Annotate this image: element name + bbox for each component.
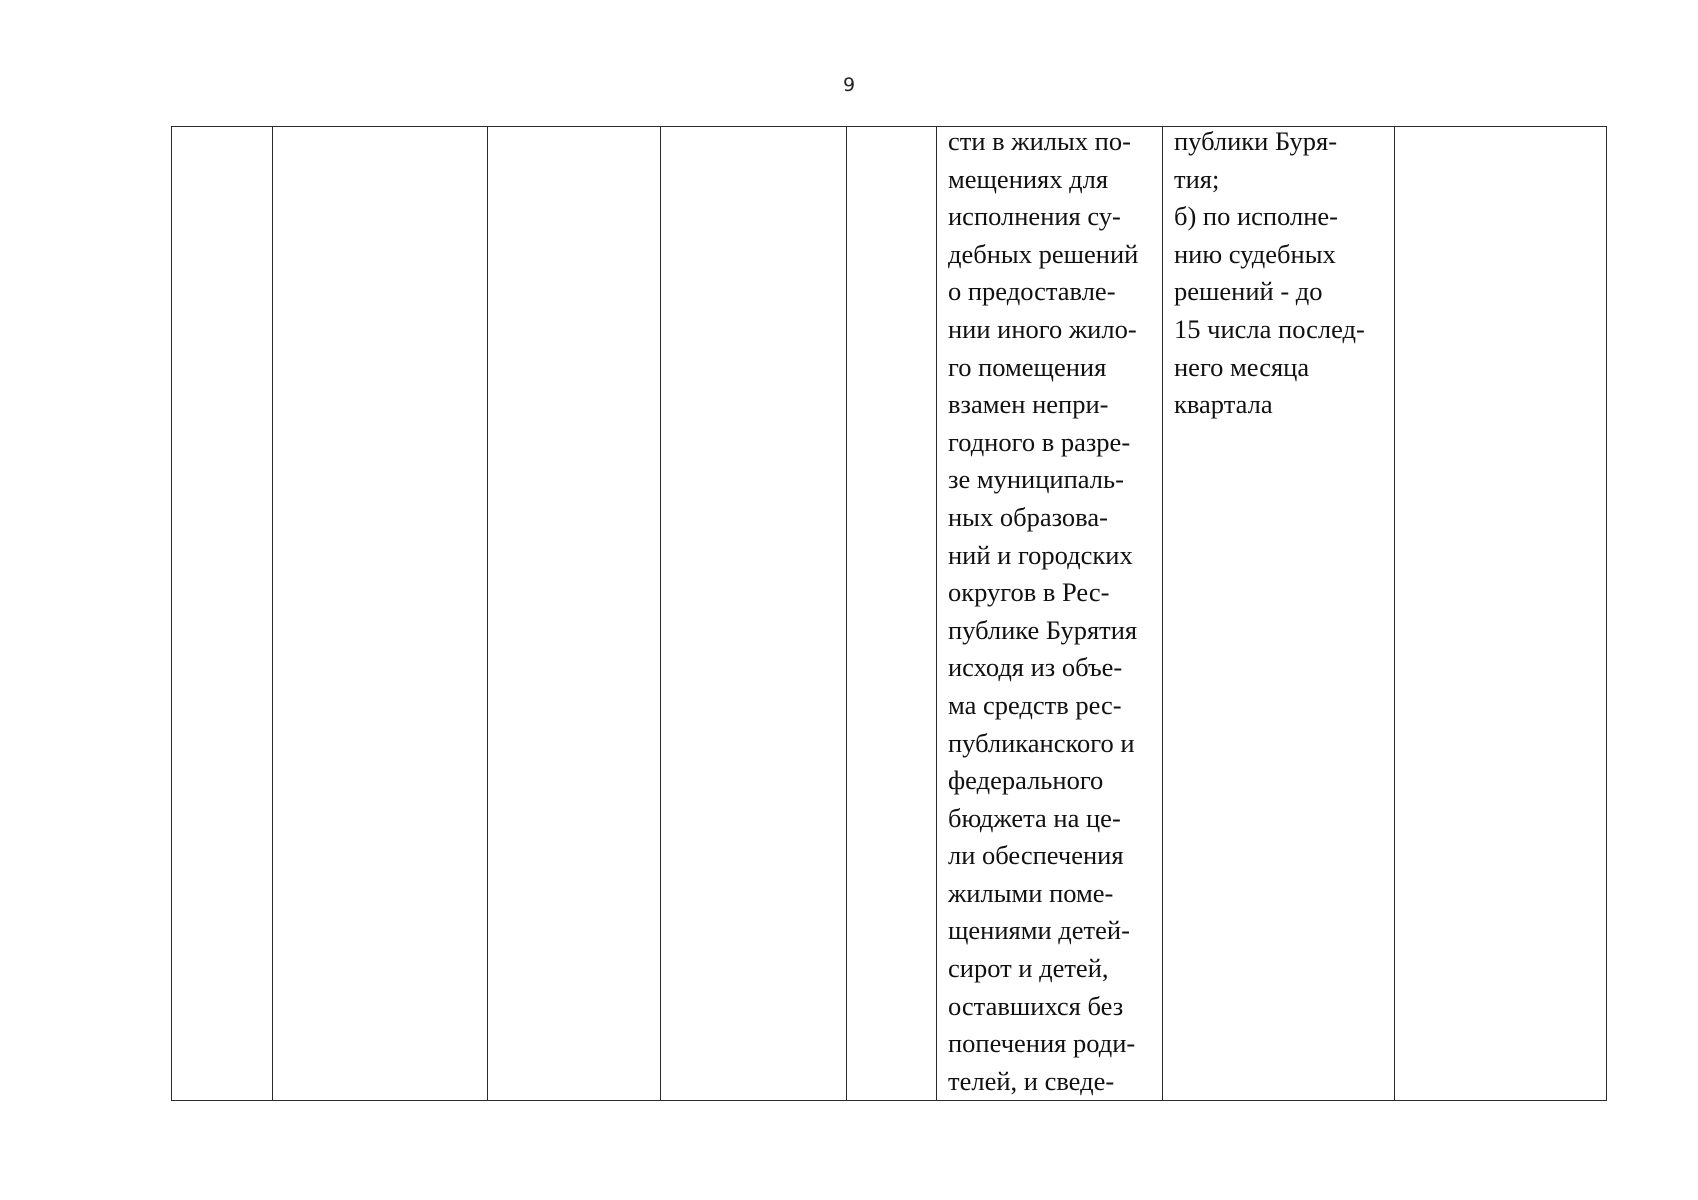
text-line: исполнения су- xyxy=(948,201,1121,232)
text-line: публики Буря- xyxy=(1174,126,1338,156)
text-line: квартала xyxy=(1174,389,1273,420)
text-line: взамен непри- xyxy=(948,389,1109,420)
table-cell-col8 xyxy=(1395,127,1607,1101)
text-line: 15 числа послед- xyxy=(1174,313,1365,344)
document-table xyxy=(171,126,1607,1101)
text-line: исходя из объе- xyxy=(948,652,1123,683)
text-line: решений - до xyxy=(1174,276,1323,307)
text-line: б) по исполне- xyxy=(1174,201,1339,232)
text-line: щениями детей- xyxy=(948,915,1130,946)
text-line: зе муниципаль- xyxy=(948,464,1124,495)
text-line: жилыми поме- xyxy=(948,877,1114,908)
text-line: о предоставле- xyxy=(948,276,1116,307)
text-line: публиканского и xyxy=(948,727,1135,758)
text-line: попечения роди- xyxy=(948,1028,1136,1059)
table-cell-col5 xyxy=(847,127,937,1101)
column7-text xyxy=(1163,123,1394,424)
text-line: сти в жилых по- xyxy=(948,126,1131,156)
text-line: округов в Рес- xyxy=(948,577,1110,608)
page-number: 9 xyxy=(842,74,856,96)
text-line: нии иного жило- xyxy=(948,313,1137,344)
text-line: ли обеспечения xyxy=(948,840,1124,871)
text-line: федерального xyxy=(948,765,1104,796)
text-line: публике Бурятия xyxy=(948,614,1138,645)
text-line: годного в разре- xyxy=(948,426,1131,457)
text-line: бюджета на це- xyxy=(948,802,1121,833)
table-cell-col7 xyxy=(1163,127,1395,1101)
text-line: ний и городских xyxy=(948,539,1133,570)
table-cell-col4 xyxy=(661,127,847,1101)
column6-text xyxy=(937,123,1162,1100)
text-line: ма средств рес- xyxy=(948,689,1122,720)
text-line: телей, и сведе- xyxy=(948,1065,1115,1096)
text-line: него месяца xyxy=(1174,351,1310,382)
text-line: дебных решений xyxy=(948,238,1139,269)
table-row xyxy=(172,127,1607,1101)
table-cell-col6 xyxy=(937,127,1163,1101)
table-cell-col2 xyxy=(273,127,488,1101)
text-line: нию судебных xyxy=(1174,238,1336,269)
text-line: тия; xyxy=(1174,163,1220,194)
table-cell-col1 xyxy=(172,127,273,1101)
text-line: сирот и детей, xyxy=(948,953,1109,984)
text-line: мещениях для xyxy=(948,163,1109,194)
text-line: го помещения xyxy=(948,351,1107,382)
text-line: ных образова- xyxy=(948,501,1108,532)
text-line: оставшихся без xyxy=(948,990,1124,1021)
table-cell-col3 xyxy=(488,127,661,1101)
